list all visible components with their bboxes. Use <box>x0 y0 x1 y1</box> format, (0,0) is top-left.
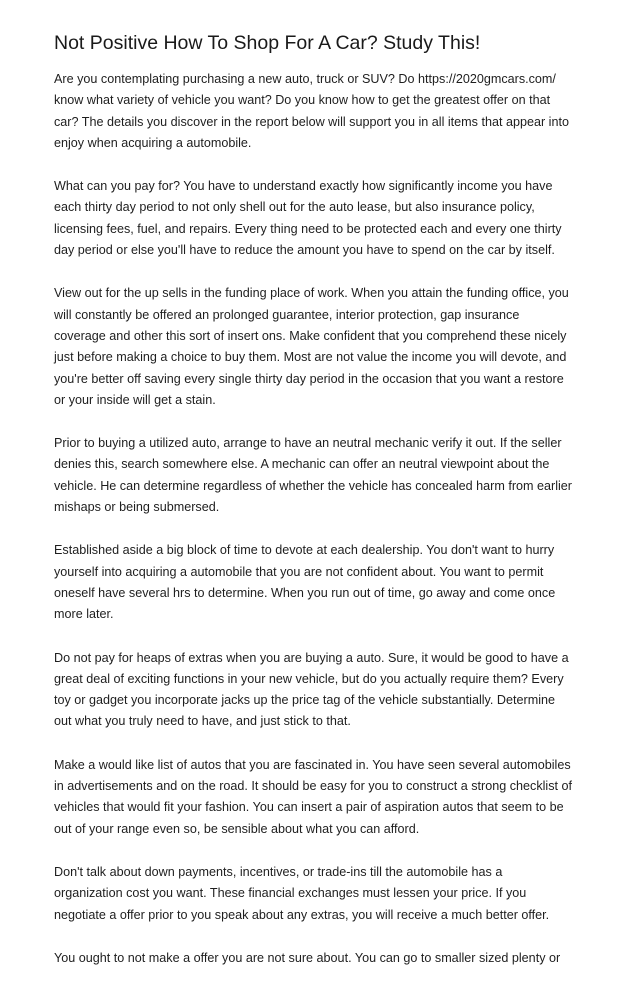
paragraph <box>54 433 588 518</box>
text-line: yourself into acquiring a automobile that you are not confident about. You want to permit <box>54 564 544 579</box>
text-line: denies this, search somewhere else. A mechanic can offer an neutral viewpoint about the <box>54 457 550 472</box>
text-line: Established aside a big block of time to devote at each dealership. You don't want to hurry <box>54 543 555 558</box>
text-line: Are you contemplating purchasing a new auto, truck or SUV? Do https://2020gmcars.com/ <box>54 72 556 86</box>
text-line: you're better off saving every single thirty day period in the occasion that you want a restore <box>54 371 564 386</box>
text-line: mishaps or being submersed. <box>54 500 220 515</box>
text-line: in advertisements and on the road. It should be easy for you to construct a strong checklist of <box>54 779 573 794</box>
text-line: Prior to buying a utilized auto, arrange to have an neutral mechanic verify it out. If the seller <box>54 436 562 451</box>
text-line: or your inside will get a stain. <box>54 392 216 407</box>
document-body <box>54 69 588 991</box>
text-line: toy or gadget you incorporate jacks up the price tag of the vehicle substantially. Determine <box>54 693 555 708</box>
paragraph <box>54 540 588 625</box>
paragraph <box>54 648 588 733</box>
paragraph <box>54 69 588 154</box>
text-line: vehicles that would fit your fashion. You can insert a pair of aspiration autos that seem to be <box>54 800 564 815</box>
paragraph <box>54 176 588 261</box>
text-line: organization cost you want. These financial exchanges must lessen your price. If you <box>54 886 527 901</box>
paragraph <box>54 283 588 411</box>
text-line: car? The details you discover in the report below will support you in all items that appear into <box>54 114 569 129</box>
text-line: Don't talk about down payments, incentives, or trade-ins till the automobile has a <box>54 864 503 879</box>
text-line: oneself have several hrs to determine. When you run out of time, go away and come once <box>54 585 556 600</box>
text-line: just before making a choice to buy them. Most are not value the income you will devote, and <box>54 350 567 365</box>
text-line: day period or else you'll have to reduce the amount you have to spend on the car by itself. <box>54 243 555 258</box>
paragraph <box>54 948 588 969</box>
text-line: will constantly be offered an prolonged guarantee, interior protection, gap insurance <box>54 307 520 322</box>
text-line: Do not pay for heaps of extras when you are buying a auto. Sure, it would be good to have a <box>54 650 569 665</box>
text-line: out what you truly need to have, and just stick to that. <box>54 714 351 729</box>
text-line: know what variety of vehicle you want? Do you know how to get the greatest offer on that <box>54 93 551 108</box>
paragraph <box>54 862 588 926</box>
text-line: negotiate a offer prior to you speak about any extras, you will receive a much better offer. <box>54 907 550 922</box>
text-line: out of your range even so, be sensible about what you can afford. <box>54 821 420 836</box>
text-line: View out for the up sells in the funding place of work. When you attain the funding office, you <box>54 286 569 301</box>
text-line: enjoy when acquiring a automobile. <box>54 135 252 150</box>
text-line: licensing fees, fuel, and repairs. Every thing need to be protected each and every one thirty <box>54 221 562 236</box>
text-line: What can you pay for? You have to understand exactly how significantly income you have <box>54 179 553 194</box>
text-line: You ought to not make a offer you are not sure about. You can go to smaller sized plenty or <box>54 950 561 965</box>
document-title: Not Positive How To Shop For A Car? Study This! <box>54 32 481 54</box>
text-line: coverage and other this sort of insert ons. Make confident that you comprehend these nicely <box>54 328 567 343</box>
text-line: Make a would like list of autos that you are fascinated in. You have seen several automobiles <box>54 757 571 772</box>
text-line: each thirty day period to not only shell out for the auto lease, but also insurance policy, <box>54 200 535 215</box>
paragraph <box>54 755 588 840</box>
text-line: vehicle. He can determine regardless of whether the vehicle has concealed harm from earlier <box>54 478 573 493</box>
text-line: great deal of exciting functions in your new vehicle, but do you actually require them? Every <box>54 671 564 686</box>
text-line: more later. <box>54 607 114 622</box>
